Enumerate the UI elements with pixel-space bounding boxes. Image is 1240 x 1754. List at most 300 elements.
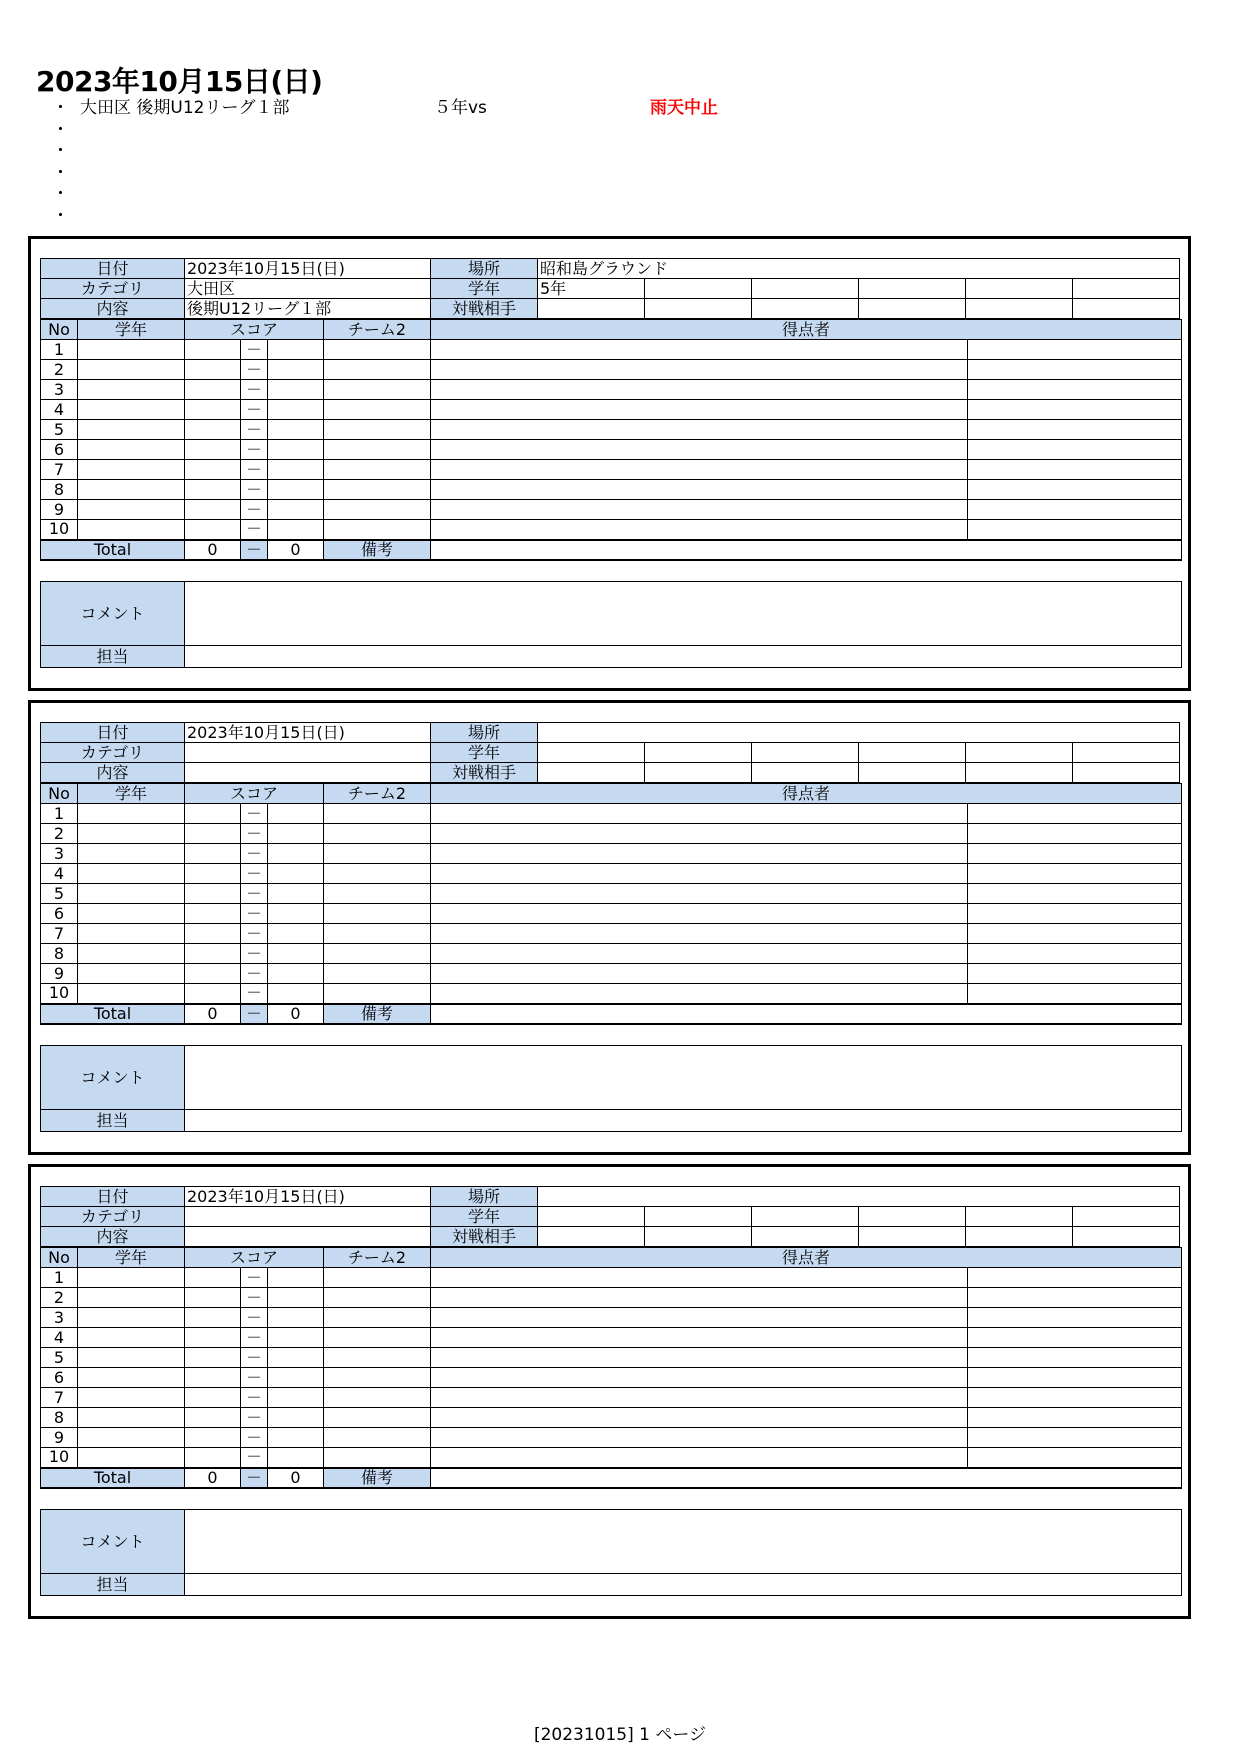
opponent-cell[interactable] — [538, 1227, 645, 1247]
score-left-input[interactable] — [185, 844, 241, 864]
grade-label: 学年 — [431, 743, 538, 763]
date-label: 日付 — [41, 1187, 185, 1207]
row-number: 8 — [41, 480, 78, 500]
scorer-extra-input[interactable] — [968, 884, 1182, 904]
team2-input[interactable] — [324, 1328, 431, 1348]
scorer-input[interactable] — [431, 864, 968, 884]
scorer-input[interactable] — [431, 804, 968, 824]
scorer-extra-input[interactable] — [968, 520, 1182, 540]
person-in-charge-input[interactable] — [185, 646, 1182, 668]
score-left-input[interactable] — [185, 1308, 241, 1328]
comment-input[interactable] — [185, 1046, 1182, 1110]
grade-value[interactable]: 5年 — [538, 279, 645, 299]
score-left-input[interactable] — [185, 1348, 241, 1368]
score-right-input[interactable] — [268, 340, 324, 360]
score-left-input[interactable] — [185, 480, 241, 500]
scorer-extra-input[interactable] — [968, 1388, 1182, 1408]
score-right-input[interactable] — [268, 964, 324, 984]
grade-cell[interactable] — [645, 1207, 752, 1227]
table-row — [41, 420, 1182, 440]
team2-input[interactable] — [324, 824, 431, 844]
date-value[interactable]: 2023年10月15日(日) — [185, 1187, 431, 1207]
grade-input[interactable] — [78, 1328, 185, 1348]
grade-cell[interactable] — [966, 743, 1073, 763]
grade-input[interactable] — [78, 1288, 185, 1308]
opponent-cell[interactable] — [752, 299, 859, 319]
scorer-extra-input[interactable] — [968, 1348, 1182, 1368]
score-left-input[interactable] — [185, 1428, 241, 1448]
score-header: スコア — [185, 1248, 324, 1268]
score-left-input[interactable] — [185, 1408, 241, 1428]
comment-table — [40, 1509, 1182, 1596]
opponent-cell[interactable] — [1073, 763, 1180, 783]
content-label: 内容 — [41, 1227, 185, 1247]
score-right-input[interactable] — [268, 420, 324, 440]
score-right-input[interactable] — [268, 1448, 324, 1468]
comment-input[interactable] — [185, 582, 1182, 646]
team2-input[interactable] — [324, 1308, 431, 1328]
grade-input[interactable] — [78, 904, 185, 924]
scorer-extra-input[interactable] — [968, 924, 1182, 944]
place-value[interactable] — [538, 723, 1180, 743]
score-left-input[interactable] — [185, 340, 241, 360]
scorer-input[interactable] — [431, 1328, 968, 1348]
score-left-input[interactable] — [185, 924, 241, 944]
scorer-input[interactable] — [431, 500, 968, 520]
place-value[interactable]: 昭和島グラウンド — [538, 259, 1180, 279]
scorer-input[interactable] — [431, 1288, 968, 1308]
grade-input[interactable] — [78, 400, 185, 420]
score-dash: － — [241, 460, 268, 480]
scorer-input[interactable] — [431, 824, 968, 844]
row-number: 2 — [41, 824, 78, 844]
scorer-input[interactable] — [431, 924, 968, 944]
opponent-cell[interactable] — [859, 299, 966, 319]
category-value[interactable]: 大田区 — [185, 279, 431, 299]
score-right-input[interactable] — [268, 924, 324, 944]
date-value[interactable]: 2023年10月15日(日) — [185, 259, 431, 279]
opponent-cell[interactable] — [752, 763, 859, 783]
score-left-input[interactable] — [185, 904, 241, 924]
scorer-extra-input[interactable] — [968, 400, 1182, 420]
score-left-input[interactable] — [185, 1368, 241, 1388]
scorer-input[interactable] — [431, 1348, 968, 1368]
scorer-input[interactable] — [431, 844, 968, 864]
score-left-input[interactable] — [185, 500, 241, 520]
grade-input[interactable] — [78, 1308, 185, 1328]
score-right-input[interactable] — [268, 480, 324, 500]
scorer-input[interactable] — [431, 1448, 968, 1468]
scorer-input[interactable] — [431, 460, 968, 480]
scorer-input[interactable] — [431, 1268, 968, 1288]
team2-input[interactable] — [324, 420, 431, 440]
table-row — [41, 1288, 1182, 1308]
score-left-input[interactable] — [185, 1288, 241, 1308]
grade-input[interactable] — [78, 964, 185, 984]
row-number: 3 — [41, 380, 78, 400]
team2-header: チーム2 — [324, 320, 431, 340]
score-left-input[interactable] — [185, 864, 241, 884]
scorer-extra-input[interactable] — [968, 1368, 1182, 1388]
content-value[interactable] — [185, 763, 431, 783]
team2-input[interactable] — [324, 380, 431, 400]
grade-value[interactable] — [538, 743, 645, 763]
opponent-cell[interactable] — [645, 1227, 752, 1247]
scorer-extra-input[interactable] — [968, 440, 1182, 460]
comment-table — [40, 1045, 1182, 1132]
grade-cell[interactable] — [859, 279, 966, 299]
score-right-input[interactable] — [268, 804, 324, 824]
grade-input[interactable] — [78, 824, 185, 844]
score-right-input[interactable] — [268, 844, 324, 864]
team2-input[interactable] — [324, 460, 431, 480]
score-dash: － — [241, 1388, 268, 1408]
scorer-extra-input[interactable] — [968, 1408, 1182, 1428]
score-right-input[interactable] — [268, 1288, 324, 1308]
score-dash: － — [241, 844, 268, 864]
match-info-table — [40, 258, 1180, 319]
team2-input[interactable] — [324, 884, 431, 904]
scorer-input[interactable] — [431, 520, 968, 540]
row-number: 4 — [41, 400, 78, 420]
grade-cell[interactable] — [1073, 1207, 1180, 1227]
remarks-input[interactable] — [431, 1004, 1182, 1024]
row-number: 2 — [41, 360, 78, 380]
team2-input[interactable] — [324, 1288, 431, 1308]
total-label: Total — [41, 1004, 185, 1024]
grade-input[interactable] — [78, 1368, 185, 1388]
score-right-input[interactable] — [268, 500, 324, 520]
grade-input[interactable] — [78, 340, 185, 360]
total-score-dash: － — [241, 1468, 268, 1488]
scorer-input[interactable] — [431, 1408, 968, 1428]
score-left-input[interactable] — [185, 1328, 241, 1348]
opponent-cell[interactable] — [966, 299, 1073, 319]
scorer-input[interactable] — [431, 340, 968, 360]
scorer-extra-input[interactable] — [968, 1308, 1182, 1328]
score-right-input[interactable] — [268, 944, 324, 964]
score-right-input[interactable] — [268, 824, 324, 844]
grade-cell[interactable] — [752, 743, 859, 763]
grade-input[interactable] — [78, 380, 185, 400]
score-right-input[interactable] — [268, 1348, 324, 1368]
grade-input[interactable] — [78, 944, 185, 964]
scorer-input[interactable] — [431, 884, 968, 904]
score-dash: － — [241, 1428, 268, 1448]
team2-input[interactable] — [324, 480, 431, 500]
grade-column-header: 学年 — [78, 1248, 185, 1268]
grade-input[interactable] — [78, 520, 185, 540]
grade-value[interactable] — [538, 1207, 645, 1227]
grade-cell[interactable] — [645, 743, 752, 763]
team2-input[interactable] — [324, 1388, 431, 1408]
opponent-cell[interactable] — [645, 763, 752, 783]
grade-cell[interactable] — [752, 1207, 859, 1227]
score-dash: － — [241, 964, 268, 984]
score-left-input[interactable] — [185, 884, 241, 904]
score-right-input[interactable] — [268, 1388, 324, 1408]
score-right-input[interactable] — [268, 1408, 324, 1428]
scorer-extra-input[interactable] — [968, 964, 1182, 984]
team2-input[interactable] — [324, 1428, 431, 1448]
scorer-extra-input[interactable] — [968, 904, 1182, 924]
summary-item — [52, 98, 812, 120]
grade-input[interactable] — [78, 480, 185, 500]
scorer-input[interactable] — [431, 1308, 968, 1328]
scorer-input[interactable] — [431, 1368, 968, 1388]
scorer-input[interactable] — [431, 360, 968, 380]
score-right-input[interactable] — [268, 400, 324, 420]
scorer-input[interactable] — [431, 964, 968, 984]
team2-input[interactable] — [324, 340, 431, 360]
table-row — [41, 824, 1182, 844]
match-record-block — [28, 236, 1191, 691]
team2-input[interactable] — [324, 984, 431, 1004]
person-in-charge-input[interactable] — [185, 1110, 1182, 1132]
scorer-extra-input[interactable] — [968, 804, 1182, 824]
score-right-input[interactable] — [268, 440, 324, 460]
opponent-cell[interactable] — [859, 1227, 966, 1247]
scorer-extra-input[interactable] — [968, 1328, 1182, 1348]
grade-input[interactable] — [78, 844, 185, 864]
score-left-input[interactable] — [185, 984, 241, 1004]
score-right-input[interactable] — [268, 360, 324, 380]
row-number: 3 — [41, 844, 78, 864]
score-left-input[interactable] — [185, 420, 241, 440]
grade-input[interactable] — [78, 1268, 185, 1288]
scorer-extra-input[interactable] — [968, 360, 1182, 380]
team2-input[interactable] — [324, 864, 431, 884]
scorer-extra-input[interactable] — [968, 500, 1182, 520]
scorer-extra-input[interactable] — [968, 380, 1182, 400]
score-dash: － — [241, 804, 268, 824]
scorer-extra-input[interactable] — [968, 1448, 1182, 1468]
opponent-cell[interactable] — [1073, 1227, 1180, 1247]
score-table — [40, 1247, 1182, 1489]
team2-input[interactable] — [324, 360, 431, 380]
grade-input[interactable] — [78, 1348, 185, 1368]
score-right-input[interactable] — [268, 1308, 324, 1328]
scorer-extra-input[interactable] — [968, 824, 1182, 844]
grade-input[interactable] — [78, 864, 185, 884]
scorer-extra-input[interactable] — [968, 944, 1182, 964]
grade-input[interactable] — [78, 1448, 185, 1468]
score-left-input[interactable] — [185, 1448, 241, 1468]
team2-input[interactable] — [324, 520, 431, 540]
score-right-input[interactable] — [268, 520, 324, 540]
opponent-cell[interactable] — [645, 299, 752, 319]
scorer-input[interactable] — [431, 380, 968, 400]
score-left-input[interactable] — [185, 520, 241, 540]
team2-input[interactable] — [324, 1348, 431, 1368]
score-right-input[interactable] — [268, 904, 324, 924]
category-value[interactable] — [185, 1207, 431, 1227]
opponent-cell[interactable] — [538, 299, 645, 319]
scorer-extra-input[interactable] — [968, 420, 1182, 440]
grade-cell[interactable] — [1073, 743, 1180, 763]
grade-input[interactable] — [78, 460, 185, 480]
grade-input[interactable] — [78, 804, 185, 824]
score-right-input[interactable] — [268, 864, 324, 884]
opponent-cell[interactable] — [752, 1227, 859, 1247]
score-left-input[interactable] — [185, 360, 241, 380]
summary-list — [52, 98, 812, 227]
remarks-input[interactable] — [431, 540, 1182, 560]
opponent-cell[interactable] — [1073, 299, 1180, 319]
score-right-input[interactable] — [268, 1328, 324, 1348]
score-dash: － — [241, 500, 268, 520]
table-row — [41, 964, 1182, 984]
score-right-input[interactable] — [268, 380, 324, 400]
score-right-input[interactable] — [268, 1428, 324, 1448]
scorer-extra-input[interactable] — [968, 864, 1182, 884]
content-value[interactable] — [185, 1227, 431, 1247]
table-row — [41, 884, 1182, 904]
team2-input[interactable] — [324, 804, 431, 824]
score-left-input[interactable] — [185, 804, 241, 824]
table-row — [41, 340, 1182, 360]
row-number: 5 — [41, 884, 78, 904]
scorer-extra-input[interactable] — [968, 1428, 1182, 1448]
score-right-input[interactable] — [268, 1368, 324, 1388]
grade-cell[interactable] — [645, 279, 752, 299]
team2-input[interactable] — [324, 1448, 431, 1468]
grade-input[interactable] — [78, 1428, 185, 1448]
score-left-input[interactable] — [185, 1388, 241, 1408]
team2-input[interactable] — [324, 904, 431, 924]
score-header: スコア — [185, 320, 324, 340]
team2-input[interactable] — [324, 440, 431, 460]
scorer-extra-input[interactable] — [968, 460, 1182, 480]
total-score-left: 0 — [185, 1004, 241, 1024]
row-number: 1 — [41, 804, 78, 824]
scorer-header: 得点者 — [431, 320, 1182, 340]
total-label: Total — [41, 1468, 185, 1488]
scorer-input[interactable] — [431, 944, 968, 964]
row-number: 4 — [41, 864, 78, 884]
team2-input[interactable] — [324, 1368, 431, 1388]
scorer-input[interactable] — [431, 420, 968, 440]
scorer-input[interactable] — [431, 904, 968, 924]
scorer-input[interactable] — [431, 480, 968, 500]
place-label: 場所 — [431, 259, 538, 279]
grade-input[interactable] — [78, 924, 185, 944]
score-dash: － — [241, 1328, 268, 1348]
score-dash: － — [241, 420, 268, 440]
scorer-extra-input[interactable] — [968, 1288, 1182, 1308]
row-number: 6 — [41, 440, 78, 460]
grade-cell[interactable] — [966, 279, 1073, 299]
grade-cell[interactable] — [1073, 279, 1180, 299]
grade-input[interactable] — [78, 1408, 185, 1428]
scorer-input[interactable] — [431, 984, 968, 1004]
date-value[interactable]: 2023年10月15日(日) — [185, 723, 431, 743]
score-right-input[interactable] — [268, 1268, 324, 1288]
team2-input[interactable] — [324, 944, 431, 964]
row-number: 2 — [41, 1288, 78, 1308]
category-value[interactable] — [185, 743, 431, 763]
place-value[interactable] — [538, 1187, 1180, 1207]
scorer-input[interactable] — [431, 1388, 968, 1408]
team2-input[interactable] — [324, 400, 431, 420]
opponent-cell[interactable] — [966, 1227, 1073, 1247]
score-dash: － — [241, 924, 268, 944]
score-right-input[interactable] — [268, 460, 324, 480]
grade-input[interactable] — [78, 360, 185, 380]
scorer-extra-input[interactable] — [968, 480, 1182, 500]
score-dash: － — [241, 480, 268, 500]
row-number: 10 — [41, 984, 78, 1004]
grade-input[interactable] — [78, 1388, 185, 1408]
team2-header: チーム2 — [324, 1248, 431, 1268]
place-label: 場所 — [431, 1187, 538, 1207]
table-row — [41, 944, 1182, 964]
team2-input[interactable] — [324, 844, 431, 864]
score-right-input[interactable] — [268, 984, 324, 1004]
person-in-charge-input[interactable] — [185, 1574, 1182, 1596]
team2-input[interactable] — [324, 964, 431, 984]
no-header: No — [41, 784, 78, 804]
grade-input[interactable] — [78, 420, 185, 440]
comment-table — [40, 581, 1182, 668]
grade-input[interactable] — [78, 500, 185, 520]
table-row — [41, 844, 1182, 864]
opponent-cell[interactable] — [859, 763, 966, 783]
grade-column-header: 学年 — [78, 784, 185, 804]
row-number: 4 — [41, 1328, 78, 1348]
score-left-input[interactable] — [185, 380, 241, 400]
grade-cell[interactable] — [859, 743, 966, 763]
score-left-input[interactable] — [185, 440, 241, 460]
grade-cell[interactable] — [859, 1207, 966, 1227]
team2-input[interactable] — [324, 1268, 431, 1288]
score-left-input[interactable] — [185, 964, 241, 984]
grade-input[interactable] — [78, 884, 185, 904]
grade-cell[interactable] — [966, 1207, 1073, 1227]
scorer-extra-input[interactable] — [968, 1268, 1182, 1288]
score-left-input[interactable] — [185, 400, 241, 420]
summary-item — [52, 163, 812, 185]
grade-input[interactable] — [78, 984, 185, 1004]
score-right-input[interactable] — [268, 884, 324, 904]
score-left-input[interactable] — [185, 824, 241, 844]
scorer-input[interactable] — [431, 1428, 968, 1448]
grade-cell[interactable] — [752, 279, 859, 299]
grade-input[interactable] — [78, 440, 185, 460]
content-value[interactable]: 後期U12リーグ１部 — [185, 299, 431, 319]
scorer-input[interactable] — [431, 440, 968, 460]
table-row — [41, 1408, 1182, 1428]
remarks-input[interactable] — [431, 1468, 1182, 1488]
scorer-header: 得点者 — [431, 784, 1182, 804]
opponent-cell[interactable] — [538, 763, 645, 783]
total-score-left: 0 — [185, 1468, 241, 1488]
scorer-input[interactable] — [431, 400, 968, 420]
scorer-extra-input[interactable] — [968, 340, 1182, 360]
scorer-extra-input[interactable] — [968, 984, 1182, 1004]
score-left-input[interactable] — [185, 944, 241, 964]
team2-input[interactable] — [324, 1408, 431, 1428]
opponent-cell[interactable] — [966, 763, 1073, 783]
scorer-extra-input[interactable] — [968, 844, 1182, 864]
team2-input[interactable] — [324, 924, 431, 944]
score-left-input[interactable] — [185, 460, 241, 480]
score-left-input[interactable] — [185, 1268, 241, 1288]
comment-input[interactable] — [185, 1510, 1182, 1574]
remarks-label: 備考 — [324, 1468, 431, 1488]
team2-input[interactable] — [324, 500, 431, 520]
row-number: 1 — [41, 1268, 78, 1288]
